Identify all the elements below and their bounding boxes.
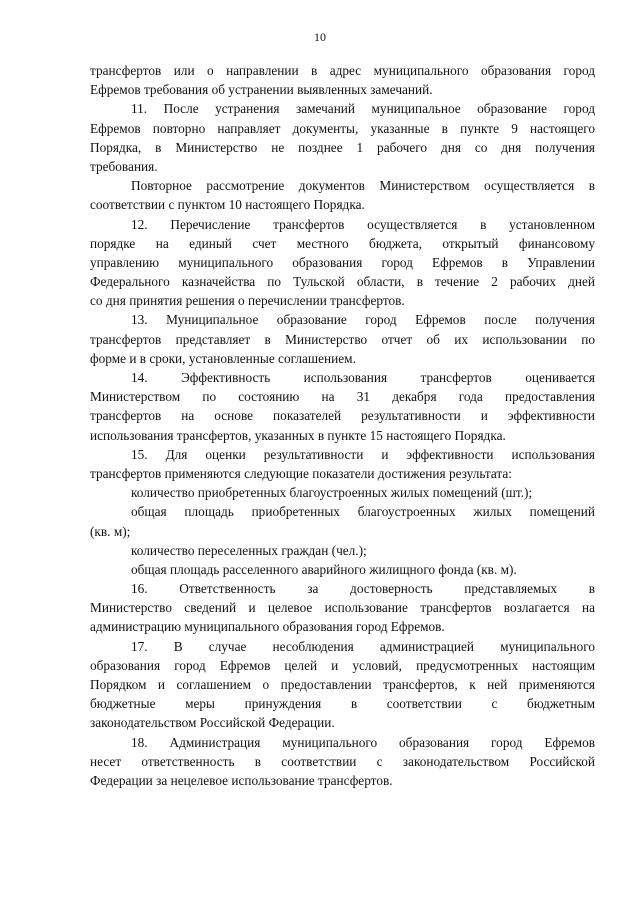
text-line: требования. [90,158,158,174]
text-line: Министерство сведений и целевое использование трансфертов возлагается на [90,600,595,616]
text-line: со дня принятия решения о перечислении трансфертов. [90,293,405,309]
text-line: 18. Администрация муниципального образования город Ефремов [131,734,595,750]
text-line: 15. Для оценки результативности и эффективности использования [131,446,595,462]
text-line: соответствии с пунктом 10 настоящего Порядка. [90,197,365,213]
text-line: использования трансфертов, указанных в пункте 15 настоящего Порядка. [90,427,506,443]
text-line: 14. Эффективность использования трансфертов оценивается [131,370,595,385]
text-line: 12. Перечисление трансфертов осуществляется в установленном [131,216,595,232]
page-number: 10 [314,30,326,44]
text-line: количество переселенных граждан (чел.); [131,542,367,558]
text-line: 13. Муниципальное образование город Ефремов после получения [131,312,595,328]
text-line: общая площадь расселенного аварийного жилищного фонда (кв. м). [131,561,517,577]
text-line: Ефремов требования об устранении выявленных замечаний. [90,82,433,98]
text-line: 16. Ответственность за достоверность представляемых в [131,581,595,597]
text-line: Повторное рассмотрение документов Министерством осуществляется в [131,178,595,194]
text-line: трансфертов или о направлении в адрес муниципального образования город [90,63,595,78]
text-line: трансфертов на основе показателей результативности и эффективности [90,408,595,424]
document-body [90,61,595,790]
text-line: законодательством Российской Федерации. [90,715,335,731]
text-line: общая площадь приобретенных благоустроенных жилых помещений [131,504,595,520]
text-line: Ефремов повторно направляет документы, указанные в пункте 9 настоящего [90,120,595,136]
text-line: Федерального казначейства по Тульской области, в течение 2 рабочих дней [90,274,595,290]
text-line: (кв. м); [90,523,131,539]
text-line: Порядком и соглашением о предоставлении трансфертов, к ней применяются [90,677,595,692]
text-line: Порядка, в Министерство не позднее 1 рабочего дня со дня получения [90,139,595,155]
text-line: порядке на единый счет местного бюджета, открытый финансовому [90,235,595,251]
text-line: количество приобретенных благоустроенных жилых помещений (шт.); [131,485,533,501]
text-line: Федерации за нецелевое использование трансфертов. [90,772,393,788]
text-line: форме и в сроки, установленные соглашением. [90,350,356,366]
text-line: трансфертов представляет в Министерство отчет об их использовании по [90,331,595,347]
text-line: Министерством по состоянию на 31 декабря года предоставления [90,389,595,405]
text-line: бюджетные меры принуждения в соответствии с бюджетным [90,696,595,712]
text-line: 17. В случае несоблюдения администрацией муниципального [131,638,595,654]
text-line: администрацию муниципального образования город Ефремов. [90,619,445,635]
text-line: образования город Ефремов целей и условий, предусмотренных настоящим [90,657,595,673]
text-line: 11. После устранения замечаний муниципальное образование город [131,101,595,117]
text-line: трансфертов применяются следующие показатели достижения результата: [90,465,513,481]
text-line: несет ответственность в соответствии с законодательством Российской [90,753,595,769]
text-line: управлению муниципального образования город Ефремов в Управлении [90,254,595,270]
